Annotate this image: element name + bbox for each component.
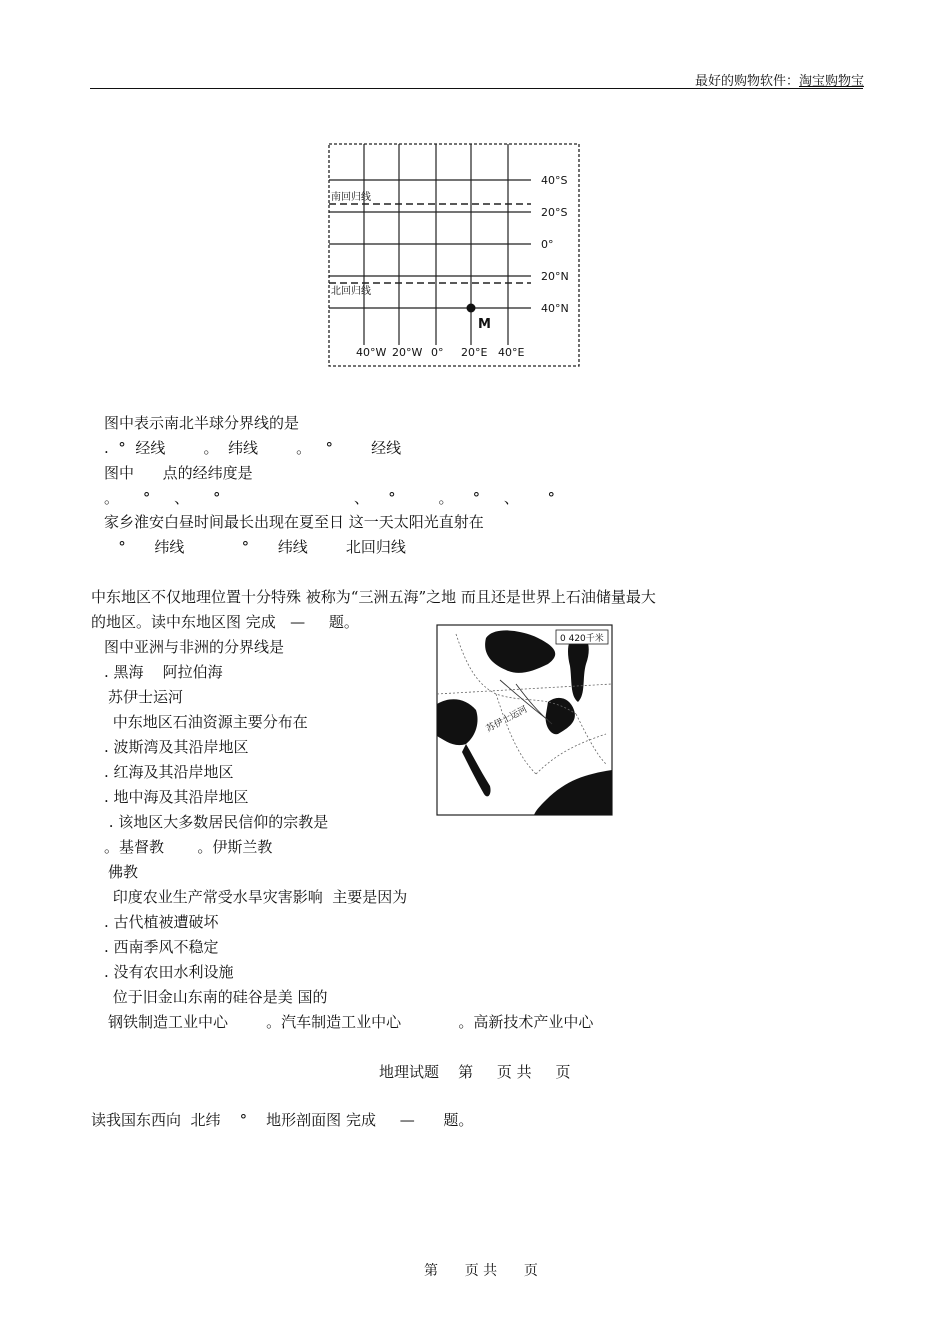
point-m-marker bbox=[467, 304, 476, 313]
question-options: . 波斯湾及其沿岸地区 bbox=[104, 738, 249, 756]
label-0-lon: 0° bbox=[431, 346, 444, 359]
question-options: 。基督教 。伊斯兰教 bbox=[104, 838, 273, 856]
middle-east-map bbox=[436, 624, 614, 818]
header-prefix: 最好的购物软件： bbox=[694, 74, 799, 89]
question-line: 图中 点的经纬度是 bbox=[104, 464, 253, 482]
label-north-tropic: 北回归线 bbox=[331, 286, 371, 297]
question-line: 中东地区石油资源主要分布在 bbox=[108, 713, 308, 731]
suez-canal-label: 苏伊士运河 bbox=[484, 704, 530, 735]
question-line: 家乡淮安白昼时间最长出现在夏至日 这一天太阳光直射在 bbox=[104, 513, 484, 531]
label-20s: 20°S bbox=[541, 206, 568, 219]
question-options: 佛教 bbox=[108, 863, 139, 881]
question-options: 钢铁制造工业中心 。汽车制造工业中心 。高新技术产业中心 bbox=[108, 1013, 594, 1031]
label-40n: 40°N bbox=[541, 302, 569, 315]
question-line: 图中表示南北半球分界线的是 bbox=[104, 414, 300, 432]
question-options: . 没有农田水利设施 bbox=[104, 963, 234, 981]
question-line: . 该地区大多数居民信仰的宗教是 bbox=[104, 813, 329, 831]
label-40w: 40°W bbox=[356, 346, 387, 359]
label-0: 0° bbox=[541, 238, 554, 251]
label-40s: 40°S bbox=[541, 174, 568, 187]
exam-page-footer: 地理试题 第 页 共 页 bbox=[379, 1063, 571, 1081]
latitude-grid-figure bbox=[326, 140, 586, 372]
question-line: 图中亚洲与非洲的分界线是 bbox=[104, 638, 285, 656]
question-options: . 西南季风不稳定 bbox=[104, 938, 219, 956]
intro-paragraph-line: 中东地区不仅地理位置十分特殊 被称为“三洲五海”之地 而且还是世界上石油储量最大 bbox=[91, 588, 656, 606]
intro-paragraph-line: 的地区。读中东地区图 完成 — 题。 bbox=[91, 613, 359, 631]
mediterranean-sea bbox=[437, 699, 478, 745]
question-options: 。 ° 、 ° 、 ° 。 ° 、 ° bbox=[104, 489, 556, 507]
question-options: . 黑海 阿拉伯海 bbox=[104, 663, 223, 681]
question-options: ° 纬线 ° 纬线 北回归线 bbox=[104, 538, 406, 556]
label-20e: 20°E bbox=[461, 346, 488, 359]
question-options: . ° 经线 。 纬线 。 ° 经线 bbox=[104, 439, 402, 457]
question-options: . 地中海及其沿岸地区 bbox=[104, 788, 249, 806]
label-south-tropic: 南回归线 bbox=[331, 192, 371, 203]
question-options: 苏伊士运河 bbox=[108, 688, 184, 706]
label-point-m: M bbox=[478, 317, 491, 332]
header-rule bbox=[90, 88, 863, 89]
page-header bbox=[695, 70, 864, 89]
header-link[interactable]: 淘宝购物宝 bbox=[798, 74, 864, 89]
question-line: 位于旧金山东南的硅谷是美 国的 bbox=[108, 988, 328, 1006]
label-20n: 20°N bbox=[541, 270, 569, 283]
question-options: . 红海及其沿岸地区 bbox=[104, 763, 234, 781]
page-number-footer: 第 页 共 页 bbox=[424, 1263, 538, 1279]
label-20w: 20°W bbox=[392, 346, 423, 359]
question-options: . 古代植被遭破坏 bbox=[104, 913, 219, 931]
question-line: 印度农业生产常受水旱灾害影响 主要是因为 bbox=[108, 888, 408, 906]
question-line: 读我国东西向 北纬 ° 地形剖面图 完成 — 题。 bbox=[91, 1111, 474, 1129]
map-scale-label: 0 420千米 bbox=[560, 634, 604, 644]
label-40e: 40°E bbox=[498, 346, 525, 359]
